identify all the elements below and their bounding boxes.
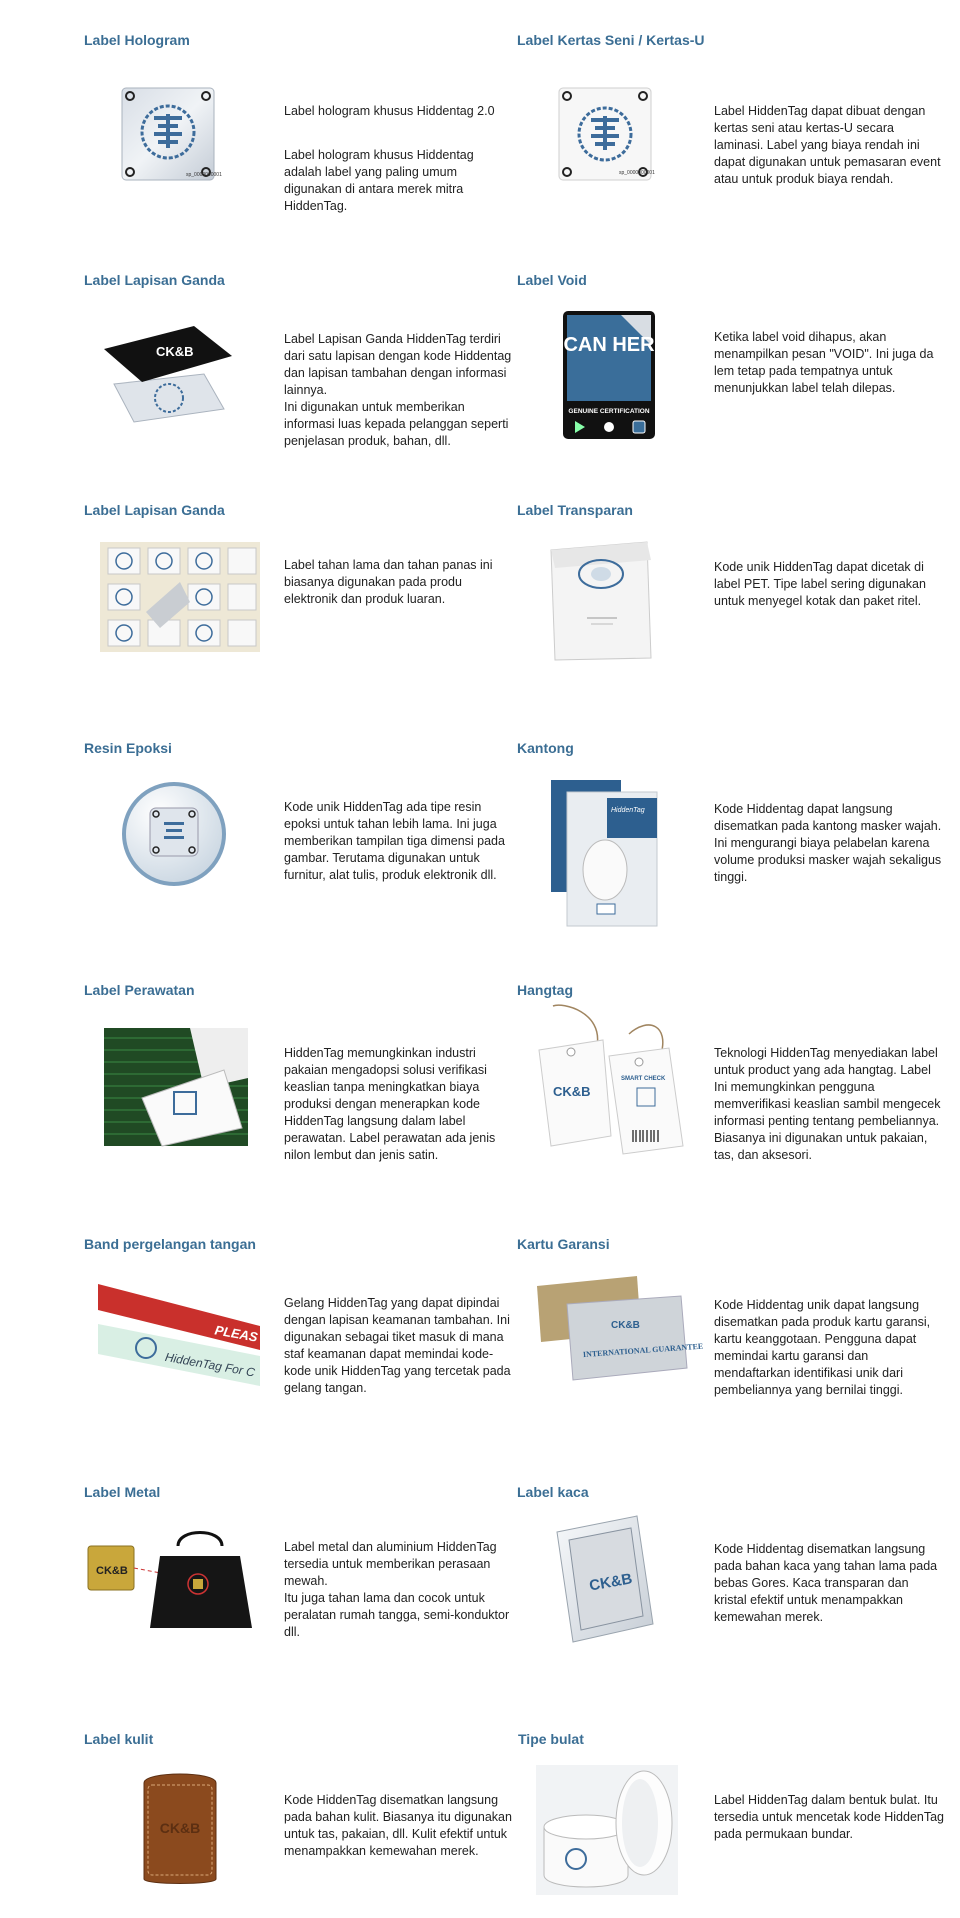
product-description: Kode unik HiddenTag dapat dicetak di label PET. Tipe label sering digunakan untuk menyegel kotak dan paket ritel. [714, 560, 926, 608]
mask-pouch-icon [549, 778, 709, 908]
leather-label-icon [140, 1767, 300, 1897]
product-title: Resin Epoksi [84, 740, 172, 756]
product-title: Label Lapisan Ganda [84, 272, 225, 288]
product-description: Ketika label void dihapus, akan menampilkan pesan "VOID". Ini juga da lem tetap pada tempatnya untuk menunjukkan label telah dilepas. [714, 330, 934, 395]
double-layer-label-icon [94, 314, 254, 444]
svg-text:SCAN HERE: SCAN HERE [550, 334, 668, 356]
paper-label-icon [557, 86, 717, 216]
product-description: Kode Hiddentag unik dapat langsung disematkan pada produk kartu garansi, kartu keanggotaan. Pengguna dapat memindai kartu garansi dan mendaftarkan identifikasi unik dari pembeliannya yang bernilai tinggi. [714, 1298, 931, 1397]
product-description: Label metal dan aluminium HiddenTag tersedia untuk memberikan perasaan mewah. Itu juga tahan lama dan cocok untuk peralatan rumah tangga, semi-konduktor dll. [284, 1540, 510, 1639]
transparent-label-box-icon [547, 538, 707, 668]
hologram-label-icon [120, 86, 280, 216]
svg-text:CK&B: CK&B [611, 1320, 640, 1331]
svg-text:SMART CHECK: SMART CHECK [621, 1076, 666, 1082]
svg-text:CK&B: CK&B [96, 1565, 128, 1577]
svg-text:CK&B: CK&B [588, 1570, 634, 1595]
product-description: Kode Hiddentag disematkan langsung pada bahan kaca yang tahan lama pada bebas Gores. Kaca transparan dan kristal efektif untuk menampakkan kemewahan merek. [714, 1542, 938, 1624]
hangtag-icon [533, 1006, 693, 1136]
void-label-icon [550, 309, 721, 439]
product-description: Label hologram khusus Hiddentag 2.0 Label hologram khusus Hiddentag adalah label yang paling umum digunakan di antara merek mitra HiddenTag. [284, 104, 495, 213]
product-title: Label Perawatan [84, 982, 195, 998]
product-title: Kantong [517, 740, 574, 756]
glass-label-icon [553, 1512, 713, 1642]
product-title: Label Kertas Seni / Kertas-U [517, 32, 705, 48]
product-title: Label Metal [84, 1484, 161, 1500]
product-description: Gelang HiddenTag yang dapat dipindai dengan lapisan keamanan tambahan. Ini digunakan sebagai tiket masuk di mana staf keamanan dapat memindai kode-kode unik HiddenTag yang tercetak pada gelang tangan. [284, 1296, 511, 1395]
svg-text:CK&B: CK&B [553, 1084, 591, 1099]
product-description: Kode unik HiddenTag ada tipe resin epoksi untuk tahan lebih lama. Ini juga memberikan tampilan tiga dimensi pada gambar. Terutama digunakan untuk furnitur, alat tulis, produk elektronik dll. [284, 800, 505, 882]
product-description: Label HiddenTag dalam bentuk bulat. Itu tersedia untuk mencetak kode HiddenTag pada permukaan bundar. [714, 1793, 945, 1841]
product-description: Kode Hiddentag dapat langsung disematkan pada kantong masker wajah. Ini mengurangi biaya pelabelan karena volume produksi masker wajah sekaligus tinggi. [714, 802, 942, 884]
product-title: Band pergelangan tangan [84, 1236, 256, 1252]
svg-text:CK&B: CK&B [159, 1820, 201, 1836]
epoxy-resin-label-icon [120, 780, 280, 910]
care-label-icon [104, 1028, 264, 1158]
product-title: Label Void [517, 272, 587, 288]
product-title: Label kulit [84, 1731, 154, 1747]
svg-text:HiddenTag For C: HiddenTag For C [163, 1349, 256, 1380]
product-description: Label Lapisan Ganda HiddenTag terdiri dari satu lapisan dengan kode Hiddentag dan lapisan tambahan dengan informasi lainnya. Ini digunakan untuk memberikan informasi luas kepada pelanggan seperti penjelasan produk, bahan, dll. [284, 332, 512, 448]
warranty-card-icon [537, 1272, 704, 1402]
svg-text:GENUINE CERTIFICATION: GENUINE CERTIFICATION [568, 408, 650, 415]
svg-text:HiddenTag: HiddenTag [611, 807, 645, 814]
durable-label-sheet-icon [100, 542, 260, 672]
product-title: Label Transparan [517, 502, 633, 518]
svg-text:sp_0000000001: sp_0000000001 [186, 172, 222, 178]
svg-text:CK&B: CK&B [156, 344, 194, 359]
product-title: Kartu Garansi [517, 1236, 610, 1252]
product-title: Label kaca [517, 1484, 589, 1500]
product-title: Label Hologram [84, 32, 190, 48]
product-description: Label HiddenTag dapat dibuat dengan kertas seni atau kertas-U secara laminasi. Label yang biaya rendah ini dapat digunakan untuk pemasaran event atau untuk produk biaya rendah. [714, 104, 941, 186]
product-title: Hangtag [517, 982, 573, 998]
svg-text:INTERNATIONAL GUARANTEE: INTERNATIONAL GUARANTEE [582, 1341, 704, 1360]
wristband-icon [94, 1276, 259, 1406]
product-description: Kode HiddenTag disematkan langsung pada bahan kulit. Biasanya itu digunakan untuk tas, pakaian, dll. Kulit efektif untuk menampakkan kemewahan merek. [284, 1793, 512, 1858]
metal-label-bag-icon [86, 1524, 246, 1654]
product-title: Tipe bulat [518, 1731, 584, 1747]
product-description: Label tahan lama dan tahan panas ini biasanya digunakan pada produ elektronik dan produk luaran. [284, 558, 493, 606]
product-title: Label Lapisan Ganda [84, 502, 225, 518]
svg-text:sp_0000000001: sp_0000000001 [619, 170, 655, 176]
svg-text:PLEAS: PLEAS [213, 1322, 259, 1345]
product-description: Teknologi HiddenTag menyediakan label untuk product yang ada hangtag. Label Ini memungkinkan pengguna memverifikasi keaslian sambil mengecek informasi penting tentang pembeliannya. Biasanya ini digunakan untuk pakaian, tas, dan aksesori. [714, 1046, 941, 1162]
round-label-jar-icon [536, 1765, 696, 1895]
product-description: HiddenTag memungkinkan industri pakaian mengadopsi solusi verifikasi keaslian tanpa meningkatkan biaya produksi dengan menerapkan kode HiddenTag langsung dalam label perawatan. Label perawatan ada jenis nilon lembut dan jenis satin. [284, 1046, 496, 1162]
